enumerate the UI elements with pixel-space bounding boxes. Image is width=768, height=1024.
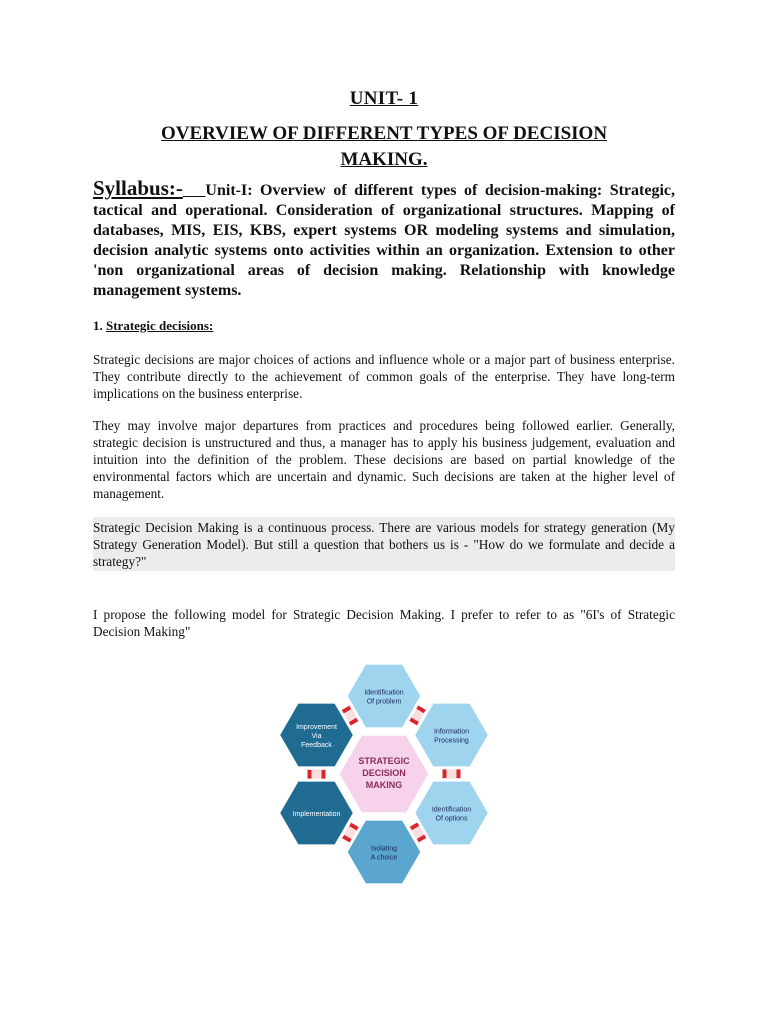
step-label-1-line-1: Identification: [364, 689, 404, 697]
step-label-2-line-1: Information: [433, 728, 470, 736]
syllabus-label: Syllabus:-: [93, 176, 183, 200]
step-label-3-line-1: Identification: [431, 806, 472, 814]
step-label-6-line-3: Feedback: [301, 742, 332, 749]
step-label-4-line-2: A choice: [370, 854, 398, 862]
center-label-line-3: MAKING: [365, 780, 403, 790]
strategic-decision-diagram: [262, 652, 506, 896]
center-label-line-2: DECISION: [362, 768, 406, 778]
step-label-6-line-1: Improvement: [296, 724, 337, 731]
paragraph-3: Strategic Decision Making is a continuous process. There are various models for strategy generation (My Strategy Generation Model). But still a question that bothers us is - "How do we formulate and decide a strategy?": [93, 520, 675, 569]
section-title: Strategic decisions:: [106, 318, 214, 333]
paragraph-4: I propose the following model for Strategic Decision Making. I prefer to refer to as "6I's of Strategic Decision Making": [93, 607, 675, 639]
main-title: OVERVIEW OF DIFFERENT TYPES OF DECISION MAKING.: [160, 123, 608, 170]
syllabus-text: Overview of different types of decision-making: Strategic, tactical and operational. Consideration of organizational structures. Mapping of databases, MIS, EIS, KBS, expert systems OR modeling systems and simulation, decision analytic systems onto activities within an organization. Extension to other 'non organizational areas of decision making. Relationship with knowledge management systems.: [93, 182, 675, 299]
step-label-3-line-2: Of options: [435, 815, 468, 823]
step-label-5-line-1: Implementation: [292, 811, 341, 818]
syllabus-gap: [183, 182, 206, 199]
syllabus-block: [93, 178, 675, 301]
section-heading: [93, 318, 213, 334]
syllabus-unit-label: Unit-I:: [205, 182, 253, 199]
step-label-1-line-2: Of problem: [366, 698, 402, 706]
unit-title: UNIT- 1: [349, 88, 419, 109]
section-number: 1.: [93, 318, 103, 333]
step-label-2-line-2: Processing: [434, 737, 469, 745]
center-label-line-1: STRATEGIC: [358, 756, 410, 766]
step-label-4-line-1: Isolating: [370, 845, 398, 853]
step-label-6-line-2: Via: [311, 733, 322, 740]
paragraph-2: They may involve major departures from practices and procedures being followed earlier. Generally, strategic decision is unstructured and thus, a manager has to apply his business judgement, evaluation and intuition into the definition of the problem. These decisions are based on partial knowledge of the environmental factors which are uncertain and dynamic. Such decisions are taken at the higher level of management.: [93, 418, 675, 501]
paragraph-1: Strategic decisions are major choices of actions and influence whole or a major part of business enterprise. They contribute directly to the achievement of common goals of the enterprise. They have long-term implications on the business enterprise.: [93, 352, 675, 401]
